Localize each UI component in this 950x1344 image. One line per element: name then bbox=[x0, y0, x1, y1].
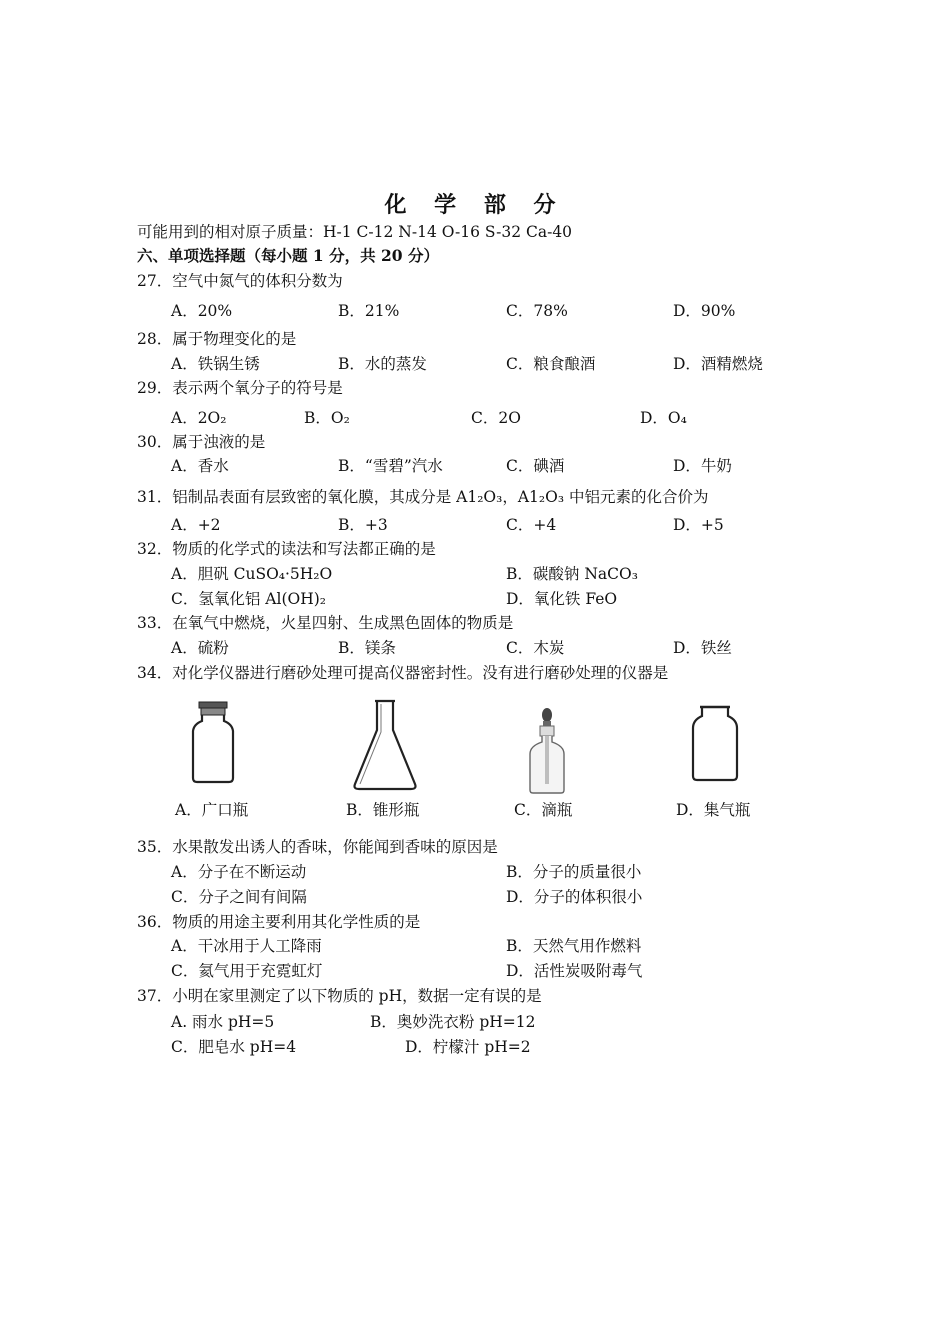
wide-mouth-bottle-icon bbox=[186, 698, 240, 786]
option-b: B．21% bbox=[338, 302, 400, 320]
option-c: C．氦气用于充霓虹灯 bbox=[171, 962, 323, 980]
option-c: C．+4 bbox=[506, 516, 557, 534]
option-b: B．镁条 bbox=[338, 639, 396, 657]
option-c: C．78% bbox=[506, 302, 568, 320]
option-a: A．香水 bbox=[171, 457, 229, 475]
option-d: D．+5 bbox=[673, 516, 724, 534]
option-d: D．O₄ bbox=[640, 409, 687, 427]
option-d: D．集气瓶 bbox=[676, 801, 751, 819]
option-d: D．氧化铁 FeO bbox=[506, 590, 618, 608]
question-stem: 29．表示两个氧分子的符号是 bbox=[137, 379, 343, 397]
option-c: C．2O bbox=[471, 409, 521, 427]
option-d: D．铁丝 bbox=[673, 639, 732, 657]
question-stem: 32．物质的化学式的读法和写法都正确的是 bbox=[137, 540, 436, 558]
option-a: A．+2 bbox=[171, 516, 221, 534]
question-stem: 31．铝制品表面有层致密的氧化膜，其成分是 A1₂O₃，A1₂O₃ 中铝元素的化合价为 bbox=[137, 488, 709, 506]
section-heading: 六、单项选择题（每小题 1 分，共 20 分） bbox=[137, 246, 439, 265]
question-stem: 27．空气中氮气的体积分数为 bbox=[137, 272, 343, 290]
option-b: B．“雪碧”汽水 bbox=[338, 457, 443, 475]
option-c: C．碘酒 bbox=[506, 457, 565, 475]
option-c: C．肥皂水 pH=4 bbox=[171, 1038, 297, 1056]
option-a: A．胆矾 CuSO₄·5H₂O bbox=[171, 565, 333, 583]
option-b: B．锥形瓶 bbox=[346, 801, 420, 819]
page-title: 化 学 部 分 bbox=[384, 192, 566, 218]
option-c: C．分子之间有间隔 bbox=[171, 888, 307, 906]
option-d: D．活性炭吸附毒气 bbox=[506, 962, 643, 980]
option-a: A．硫粉 bbox=[171, 639, 229, 657]
option-d: D．酒精燃烧 bbox=[673, 355, 763, 373]
gas-collecting-bottle-icon bbox=[688, 702, 742, 784]
question-stem: 36．物质的用途主要利用其化学性质的是 bbox=[137, 913, 421, 931]
option-a: A．分子在不断运动 bbox=[171, 863, 307, 881]
option-d: D．90% bbox=[673, 302, 736, 320]
option-a: A．2O₂ bbox=[171, 409, 227, 427]
option-b: B．水的蒸发 bbox=[338, 355, 427, 373]
question-stem: 28．属于物理变化的是 bbox=[137, 330, 297, 348]
question-stem: 35．水果散发出诱人的香味，你能闻到香味的原因是 bbox=[137, 838, 498, 856]
option-b: B．天然气用作燃料 bbox=[506, 937, 642, 955]
question-stem: 33．在氧气中燃烧，火星四射、生成黑色固体的物质是 bbox=[137, 614, 514, 632]
option-d: D．分子的体积很小 bbox=[506, 888, 643, 906]
option-c: C．木炭 bbox=[506, 639, 565, 657]
option-d: D．柠檬汁 pH=2 bbox=[405, 1038, 531, 1056]
option-a: A．铁锅生锈 bbox=[171, 355, 260, 373]
option-c: C．粮食酿酒 bbox=[506, 355, 596, 373]
question-stem: 34．对化学仪器进行磨砂处理可提高仪器密封性。没有进行磨砂处理的仪器是 bbox=[137, 664, 669, 682]
option-b: B．奥妙洗衣粉 pH=12 bbox=[370, 1013, 536, 1031]
question-stem: 30．属于浊液的是 bbox=[137, 433, 266, 451]
option-a: A．20% bbox=[171, 302, 233, 320]
option-b: B．碳酸钠 NaCO₃ bbox=[506, 565, 638, 583]
option-a: A. 雨水 pH=5 bbox=[171, 1013, 275, 1031]
option-a: A．广口瓶 bbox=[175, 801, 249, 819]
option-b: B．分子的质量很小 bbox=[506, 863, 642, 881]
option-d: D．牛奶 bbox=[673, 457, 732, 475]
option-a: A．干冰用于人工降雨 bbox=[171, 937, 322, 955]
question-stem: 37．小明在家里测定了以下物质的 pH，数据一定有误的是 bbox=[137, 987, 542, 1005]
option-c: C．氢氧化铝 Al(OH)₂ bbox=[171, 590, 326, 608]
option-b: B．O₂ bbox=[304, 409, 350, 427]
dropper-bottle-icon bbox=[520, 706, 574, 796]
option-b: B．+3 bbox=[338, 516, 388, 534]
option-c: C．滴瓶 bbox=[514, 801, 573, 819]
conical-flask-icon bbox=[350, 698, 420, 794]
atomic-masses: 可能用到的相对原子质量：H-1 C-12 N-14 O-16 S-32 Ca-40 bbox=[137, 223, 573, 241]
